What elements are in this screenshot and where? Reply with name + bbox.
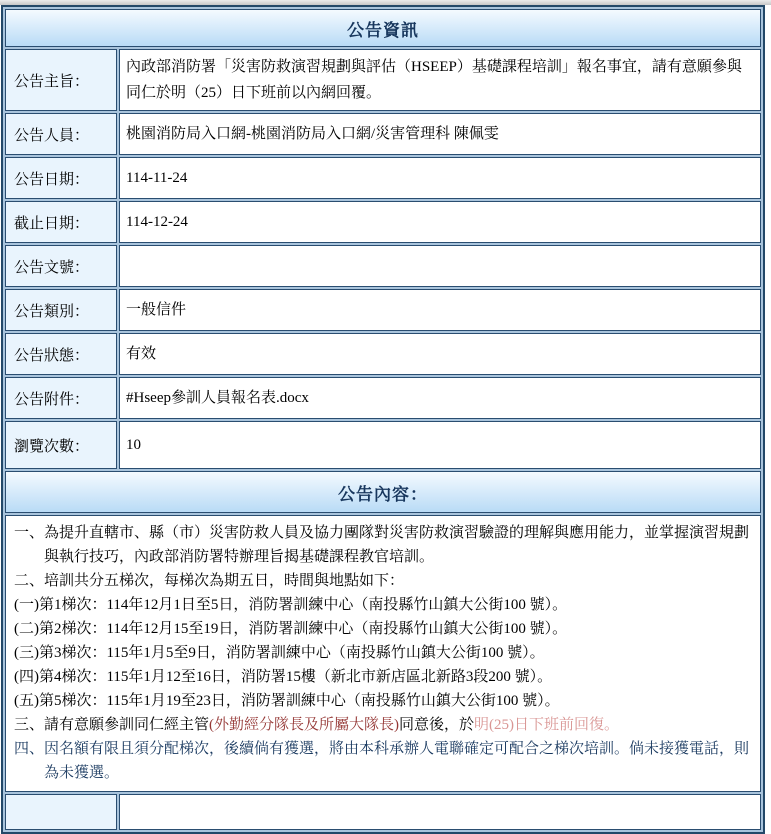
- field-label: 公告狀態：: [5, 333, 117, 375]
- field-label: 公告日期：: [5, 157, 117, 199]
- content-text-segment: (二)第2梯次：114年12月15至19日，消防署訓練中心（南投縣竹山鎮大公街100 號）。: [14, 621, 568, 637]
- content-paragraph: [14, 569, 752, 593]
- info-row-date: [5, 157, 761, 199]
- announcement-content-body: [5, 515, 761, 792]
- content-text-segment: 三、請有意願參訓同仁經主管: [14, 717, 210, 733]
- info-row-views: [5, 421, 761, 469]
- content-paragraph: [14, 521, 752, 569]
- field-value: 114-12-24: [119, 201, 761, 243]
- content-paragraph: [14, 617, 752, 641]
- announcement-board-table: [1, 5, 765, 834]
- attachment-value[interactable]: #Hseep參訓人員報名表.docx: [119, 377, 761, 419]
- field-value: 一般信件: [119, 289, 761, 331]
- content-text-segment: 明(25)日下班前回復。: [474, 717, 620, 733]
- info-row-announcer: [5, 113, 761, 155]
- content-text-segment: (外勤經分隊長及所屬大隊長): [209, 717, 400, 733]
- field-value: [119, 245, 761, 287]
- content-text-segment: 四、因名額有限且須分配梯次，後續倘有獲選，將由本科承辦人電聯確定可配合之梯次培訓。倘未接獲電話，則為未獲選。: [14, 741, 750, 781]
- content-text-segment: (四)第4梯次：115年1月12至16日，消防署15樓（新北市新店區北新路3段200 號）。: [14, 669, 553, 685]
- info-section-header-row: [5, 9, 761, 47]
- next-row-label-cell: [5, 794, 117, 830]
- field-value: 10: [119, 421, 761, 469]
- content-paragraph: [14, 737, 752, 785]
- next-row-value-cell: [119, 794, 761, 830]
- field-label: 公告類別：: [5, 289, 117, 331]
- info-row-doc-number: [5, 245, 761, 287]
- field-value: 有效: [119, 333, 761, 375]
- field-value: 內政部消防署「災害防救演習規劃與評估（HSEEP）基礎課程培訓」報名事宜，請有意願參與同仁於明（25）日下班前以內網回覆。: [119, 49, 761, 111]
- content-paragraph: [14, 665, 752, 689]
- info-row-subject: [5, 49, 761, 111]
- content-paragraph: [14, 593, 752, 617]
- content-paragraph: [14, 641, 752, 665]
- content-text-segment: (一)第1梯次：114年12月1日至5日，消防署訓練中心（南投縣竹山鎮大公街100 號）。: [14, 597, 568, 613]
- info-row-category: [5, 289, 761, 331]
- content-text-segment: (五)第5梯次：115年1月19至23日，消防署訓練中心（南投縣竹山鎮大公街100 號）。: [14, 693, 560, 709]
- content-section-header-row: [5, 471, 761, 513]
- field-label: 公告附件：: [5, 377, 117, 419]
- content-text-segment: 一、為提升直轄市、縣（市）災害防救人員及協力團隊對災害防救演習驗證的理解與應用能力，並掌握演習規劃與執行技巧，內政部消防署特辦理旨揭基礎課程教官培訓。: [14, 525, 750, 565]
- field-label: 公告人員：: [5, 113, 117, 155]
- info-row-deadline: [5, 201, 761, 243]
- info-row-attachment: [5, 377, 761, 419]
- content-text-segment: 二、培訓共分五梯次，每梯次為期五日，時間與地點如下：: [14, 573, 405, 589]
- info-section-title: 公告資訊: [5, 9, 761, 47]
- content-text-segment: 同意後，於: [399, 717, 475, 733]
- info-row-status: [5, 333, 761, 375]
- content-paragraph: [14, 689, 752, 713]
- field-label: 截止日期：: [5, 201, 117, 243]
- content-paragraph: [14, 713, 752, 737]
- content-section-title: 公告內容：: [5, 471, 761, 513]
- field-label: 公告主旨：: [5, 49, 117, 111]
- field-value: 桃園消防局入口網-桃園消防局入口網/災害管理科 陳佩雯: [119, 113, 761, 155]
- field-value: 114-11-24: [119, 157, 761, 199]
- content-row: [5, 515, 761, 792]
- field-label: 瀏覽次數：: [5, 421, 117, 469]
- next-row-partial: [5, 794, 761, 830]
- content-text-segment: (三)第3梯次：115年1月5至9日，消防署訓練中心（南投縣竹山鎮大公街100 號）。: [14, 645, 545, 661]
- field-label: 公告文號：: [5, 245, 117, 287]
